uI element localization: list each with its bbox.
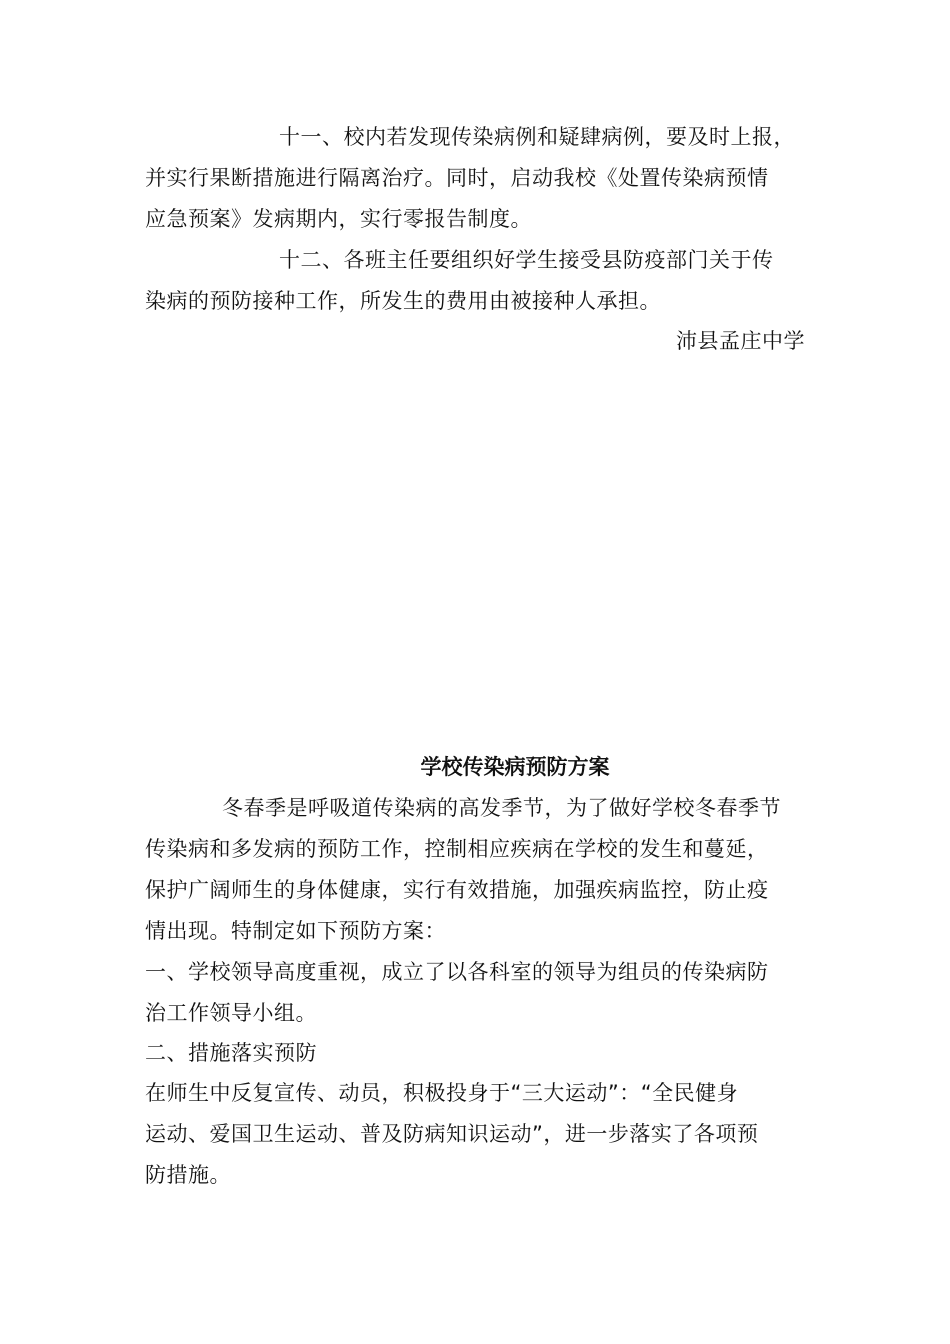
school-signature: 沛县孟庄中学 (676, 329, 805, 353)
point-2-heading: 二、措施落实预防 (145, 1041, 317, 1065)
item-12-line-2: 染病的预防接种工作，所发生的费用由被接种人承担。 (145, 289, 661, 313)
point-2-body-line-2: 运动、爱国卫生运动、普及防病知识运动”，进一步落实了各项预 (145, 1122, 759, 1146)
point-1-line-1: 一、学校领导高度重视，成立了以各科室的领导为组员的传染病防 (145, 960, 769, 984)
point-2-body-line-1: 在师生中反复宣传、动员，积极投身于“三大运动”：“全民健身 (145, 1081, 739, 1105)
item-12-line-1: 十二、各班主任要组织好学生接受县防疫部门关于传 (279, 248, 774, 272)
intro-line-4: 情出现。特制定如下预防方案： (145, 919, 446, 943)
point-1-line-2: 治工作领导小组。 (145, 1001, 317, 1025)
item-11-line-2: 并实行果断措施进行隔离治疗。同时，启动我校《处置传染病预情 (145, 166, 769, 190)
intro-line-1: 冬春季是呼吸道传染病的高发季节，为了做好学校冬春季节 (222, 796, 781, 820)
intro-line-3: 保护广阔师生的身体健康，实行有效措施，加强疾病监控，防止疫 (145, 878, 769, 902)
intro-line-2: 传染病和多发病的预防工作，控制相应疾病在学校的发生和蔓延， (145, 837, 769, 861)
point-2-body-line-3: 防措施。 (145, 1163, 231, 1187)
document-title: 学校传染病预防方案 (420, 755, 610, 779)
item-11-line-3: 应急预案》发病期内，实行零报告制度。 (145, 207, 532, 231)
item-11-line-1: 十一、校内若发现传染病例和疑肆病例，要及时上报， (279, 125, 795, 149)
